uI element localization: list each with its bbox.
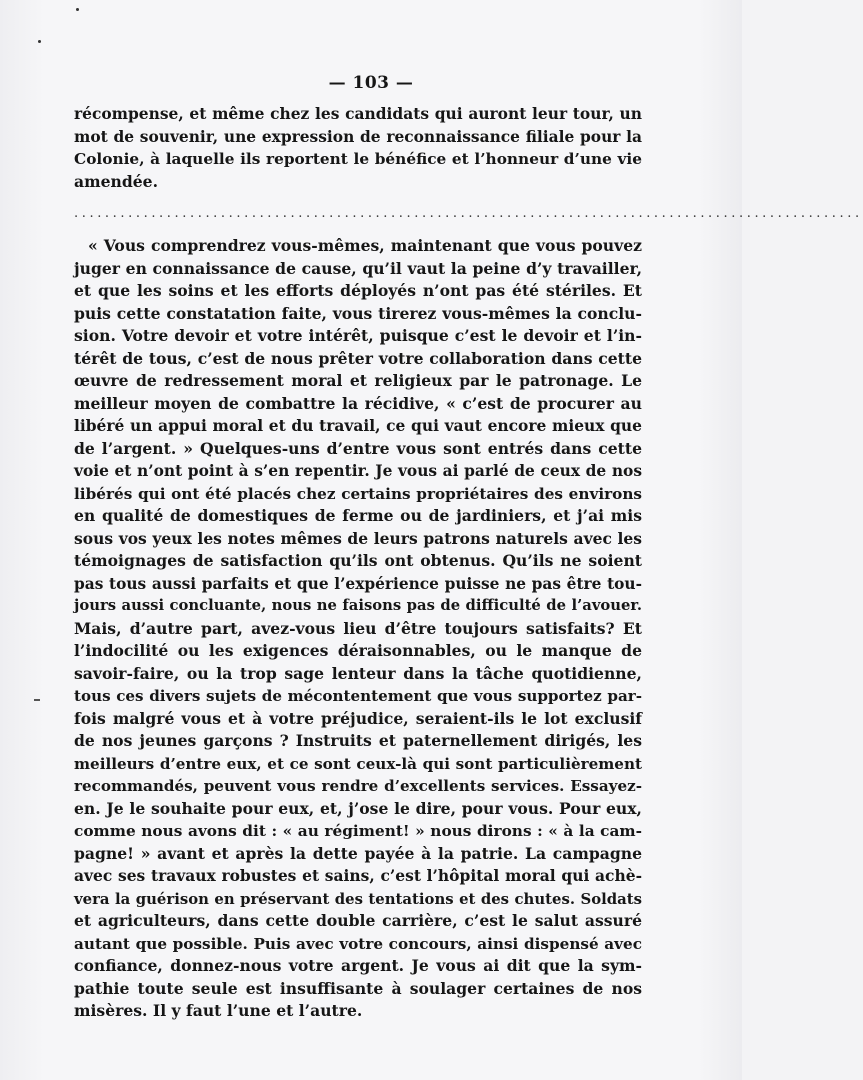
text-line: récompense, et même chez les candidats qui auront leur tour, un [74,104,642,123]
text-line: juger en connaissance de cause, qu’il vaut la peine d’y travailler, [74,258,642,278]
text-line: « Vous comprendrez vous-mêmes, maintenant que vous pouvez [88,236,642,255]
text-line: et que les soins et les efforts déployés n’ont pas été stériles. Et [74,281,642,300]
text-line: pagne! » avant et après la dette payée à la patrie. La campagne [74,843,642,863]
text-line: en qualité de domestiques de ferme ou de jardiniers, et j’ai mis [74,506,642,525]
margin-mark [34,699,40,701]
text-line: Colonie, à laquelle ils reportent le bénéfice et l’honneur d’une vie [74,150,642,168]
text-line: comme nous avons dit : « au régiment! » nous dirons : « à la cam- [74,822,642,840]
text-line: puis cette constatation faite, vous tirerez vous-mêmes la conclu- [74,303,642,323]
text-line: et agriculteurs, dans cette double carrière, c’est le salut assuré [74,911,642,930]
text-line: vera la guérison en préservant des tentations et des chutes. Soldats [74,889,642,908]
text-line: œuvre de redressement moral et religieux par le patronage. Le [74,371,642,390]
quoted-paragraph [74,235,642,1023]
text-line: amendée. [74,171,159,191]
text-line: recommandés, peuvent vous rendre d’excellents services. Essayez- [74,777,642,795]
text-line: mot de souvenir, une expression de reconnaissance filiale pour la [74,127,642,146]
text-line: sous vos yeux les notes mêmes de leurs patrons naturels avec les [74,528,642,548]
text-line: pas tous aussi parfaits et que l’expérience puisse ne pas être tou- [74,574,642,593]
text-line: confiance, donnez-nous votre argent. Je vous ai dit que la sym- [74,956,642,975]
text-line: voie et n’ont point à s’en repentir. Je vous ai parlé de ceux de nos [74,462,642,480]
text-line: pathie toute seule est insuffisante à soulager certaines de nos [74,978,642,998]
text-line: misères. Il y faut l’une et l’autre. [74,1001,363,1020]
text-line: Mais, d’autre part, avez-vous lieu d’être toujours satisfaits? Et [74,618,642,638]
text-line: avec ses travaux robustes et sains, c’est l’hôpital moral qui achè- [74,866,642,885]
ellipsis-separator: ...................................................................................................... [74,206,863,221]
text-line: térêt de tous, c’est de nous prêter votre collaboration dans cette [74,348,642,368]
ink-speck [38,40,41,43]
text-line: jours aussi concluante, nous ne faisons pas de difficulté de l’avouer. [74,597,642,614]
text-line: libérés qui ont été placés chez certains propriétaires des environs [74,484,642,503]
ink-speck [76,8,79,11]
text-line: meilleurs d’entre eux, et ce sont ceux-là qui sont particulièrement [74,754,642,773]
text-line: meilleur moyen de combattre la récidive, « c’est de procurer au [74,393,642,413]
text-line: autant que possible. Puis avec votre concours, ainsi dispensé avec [74,934,642,953]
text-line: en. Je le souhaite pour eux, et, j’ose le dire, pour vous. Pour eux, [74,798,642,818]
text-line: libéré un appui moral et du travail, ce qui vaut encore mieux que [74,416,642,435]
text-line: de nos jeunes garçons ? Instruits et paternellement dirigés, les [74,731,642,750]
paragraph-continuation [74,103,642,193]
text-line: l’indocilité ou les exigences déraisonnables, ou le manque de [74,641,642,660]
page-number: — 103 — [328,73,414,93]
text-line: de l’argent. » Quelques-uns d’entre vous sont entrés dans cette [74,438,642,458]
text-line: sion. Votre devoir et votre intérêt, puisque c’est le devoir et l’in- [74,326,642,345]
text-line: savoir-faire, ou la trop sage lenteur dans la tâche quotidienne, [74,663,642,683]
text-line: fois malgré vous et à votre préjudice, seraient-ils le lot exclusif [74,708,642,728]
text-line: tous ces divers sujets de mécontentement que vous supportez par- [74,687,642,705]
text-line: témoignages de satisfaction qu’ils ont obtenus. Qu’ils ne soient [74,551,642,570]
